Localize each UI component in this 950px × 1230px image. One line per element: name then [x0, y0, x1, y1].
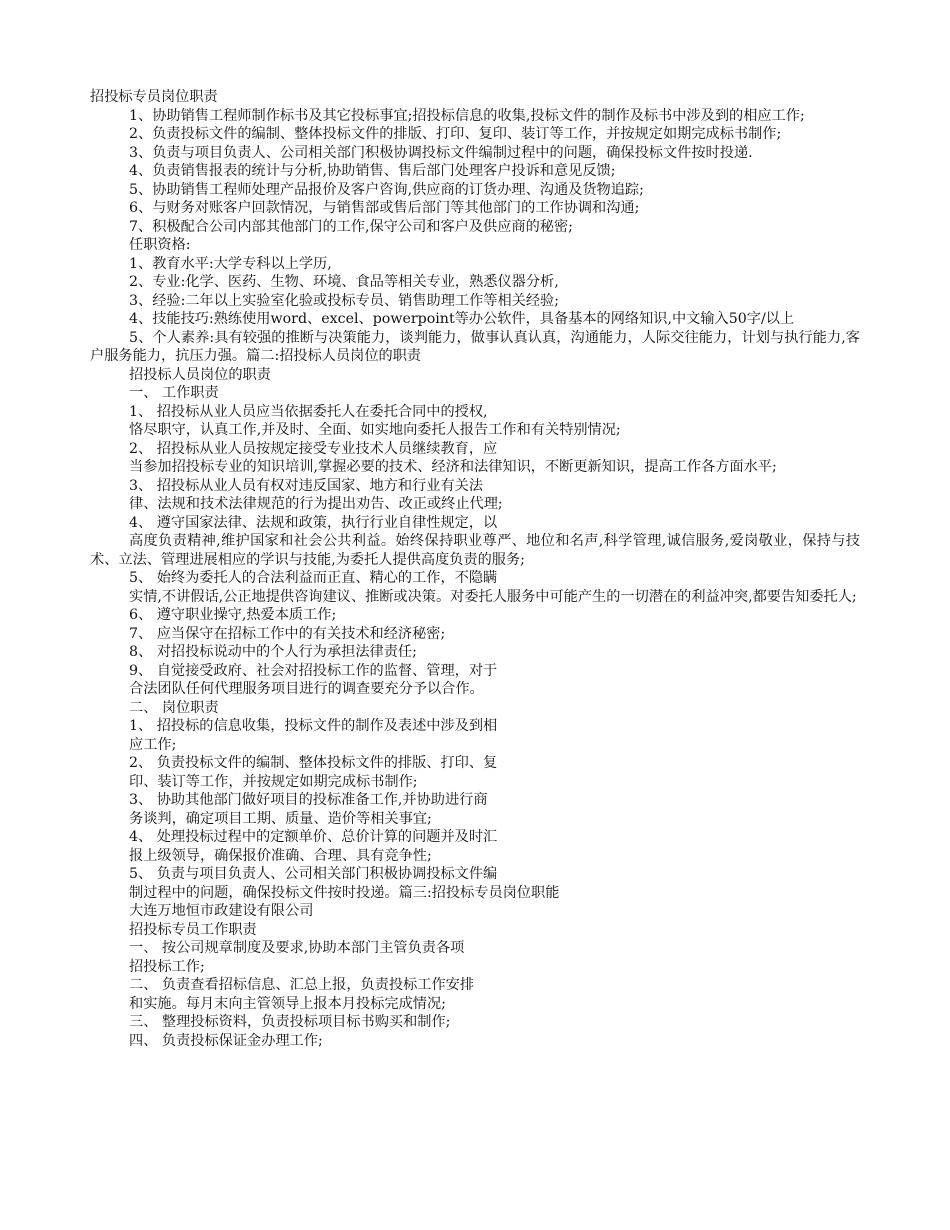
duty-item: 2、负责投标文件的编制、整体投标文件的排版、打印、复印、装订等工作，并按规定如期完成标书制作; [129, 126, 782, 142]
list-item: 3、 协助其他部门做好项目的投标准备工作,并协助进行商 [129, 792, 488, 808]
list-item-continued: 制过程中的问题，确保投标文件按时投递。篇三:招投标专员岗位职能 [129, 884, 560, 901]
duty-item: 7、积极配合公司内部其他部门的工作,保守公司和客户及供应商的秘密; [129, 218, 573, 235]
list-item: 7、 应当保守在招标工作中的有关技术和经济秘密; [129, 625, 446, 642]
list-item-continued: 和实施。每月末向主管领导上报本月投标完成情况; [129, 995, 446, 1012]
list-item: 三、 整理投标资料，负责投标项目标书购买和制作; [129, 1014, 451, 1030]
list-item-continued: 应工作; [129, 736, 177, 753]
list-item-continued: 报上级领导，确保报价准确、合理、具有竞争性; [129, 847, 432, 864]
list-item: 9、 自觉接受政府、社会对招投标工作的监督、管理，对于 [129, 662, 498, 679]
list-item-continued: 恪尽职守，认真工作,并及时、全面、如实地向委托人报告工作和有关特别情况; [129, 422, 621, 438]
company-name: 大连万地恒市政建设有限公司 [129, 903, 314, 919]
section-heading: 一、 工作职责 [129, 385, 219, 401]
qualification-item: 1、教育水平:大学专科以上学历, [129, 255, 332, 272]
duty-item: 3、负责与项目负责人、公司相关部门积极协调投标文件编制过程中的问题，确保投标文件按时投递. [129, 144, 753, 161]
list-item: 4、 遵守国家法律、法规和政策，执行行业自律性规定，以 [129, 514, 498, 531]
document-body [90, 88, 860, 1050]
list-item: 2、 招投标从业人员按规定接受专业技术人员继续教育，应 [129, 440, 498, 457]
list-item: 3、 招投标从业人员有权对违反国家、地方和行业有关法 [129, 477, 484, 494]
list-item-continued: 实情,不讲假话,公正地提供咨询建议、推断或决策。对委托人服务中可能产生的一切潜在的利益冲突,都要告知委托人; [129, 588, 857, 605]
document-title: 招投标专员岗位职责 [90, 89, 218, 105]
qualification-item: 3、经验:二年以上实验室化验或投标专员、销售助理工作等相关经验; [129, 292, 560, 309]
duty-item: 5、协助销售工程师处理产品报价及客户咨询,供应商的订货办理、沟通及货物追踪; [129, 181, 644, 198]
list-item-continued: 招投标工作; [129, 958, 205, 975]
list-item-continued: 合法团队任何代理服务项目进行的调查要充分予以合作。 [129, 681, 484, 697]
section-heading: 二、 岗位职责 [129, 699, 219, 716]
list-item-continued: 务谈判，确定项目工期、质量、造价等相关事宜; [129, 810, 432, 827]
duty-item: 1、协助销售工程师制作标书及其它投标事宜;招投标信息的收集,投标文件的制作及标书中涉及到的相应工作; [129, 107, 805, 124]
qualification-item: 5、个人素养:具有较强的推断与决策能力，谈判能力，做事认真认真，沟通能力，人际交往能力，计划与执行能力,客户服务能力，抗压力强。篇二:招投标人员岗位的职责 [90, 329, 860, 364]
section-title: 招投标人员岗位的职责 [129, 366, 271, 383]
list-item: 1、 招投标从业人员应当依据委托人在委托合同中的授权, [129, 403, 488, 420]
list-item: 4、 处理投标过程中的定额单价、总价计算的问题并及时汇 [129, 829, 498, 845]
list-item: 8、 对招投标说动中的个人行为承担法律责任; [129, 644, 417, 660]
section-title: 招投标专员工作职责 [129, 921, 257, 938]
duty-item: 6、与财务对账客户回款情况，与销售部或售后部门等其他部门的工作协调和沟通; [129, 200, 640, 216]
list-item: 1、 招投标的信息收集，投标文件的制作及表述中涉及到相 [129, 718, 498, 734]
qualification-item: 2、专业:化学、医药、生物、环境、食品等相关专业，熟悉仪器分析, [129, 274, 559, 290]
duty-item: 4、负责销售报表的统计与分析,协助销售、售后部门处理客户投诉和意见反馈; [129, 163, 616, 179]
list-item-continued: 印、装订等工作，并按规定如期完成标书制作; [129, 773, 418, 790]
list-item: 四、 负责投标保证金办理工作; [129, 1032, 323, 1049]
list-item-continued: 律、法规和技术法律规范的行为提出劝告、改正或终止代理; [129, 496, 503, 512]
qualification-item: 4、技能技巧:熟练使用word、excel、powerpoint等办公软件，具备基本的网络知识,中文输入50字/以上 [129, 311, 795, 327]
list-item: 2、 负责投标文件的编制、整体投标文件的排版、打印、复 [129, 755, 498, 771]
list-item-continued: 高度负责精神,维护国家和社会公共利益。始终保持职业尊严、地位和名声,科学管理,诚信服务,爱岗敬业，保持与技术、立法、管理进展相应的学识与技能,为委托人提供高度负责的服务; [90, 533, 860, 568]
list-item: 5、 负责与项目负责人、公司相关部门积极协调投标文件编 [129, 866, 498, 882]
list-item: 5、 始终为委托人的合法利益而正直、精心的工作，不隐瞒 [129, 570, 498, 586]
list-item-continued: 当参加招投标专业的知识培训,掌握必要的技术、经济和法律知识，不断更新知识，提高工作各方面水平; [129, 459, 777, 475]
list-item: 二、 负责查看招标信息、汇总上报，负责投标工作安排 [129, 977, 475, 993]
list-item: 6、 遵守职业操守,热爱本质工作; [129, 607, 337, 623]
list-item: 一、 按公司规章制度及要求,协助本部门主管负责各项 [129, 940, 465, 956]
qualification-heading: 任职资格: [129, 237, 191, 253]
